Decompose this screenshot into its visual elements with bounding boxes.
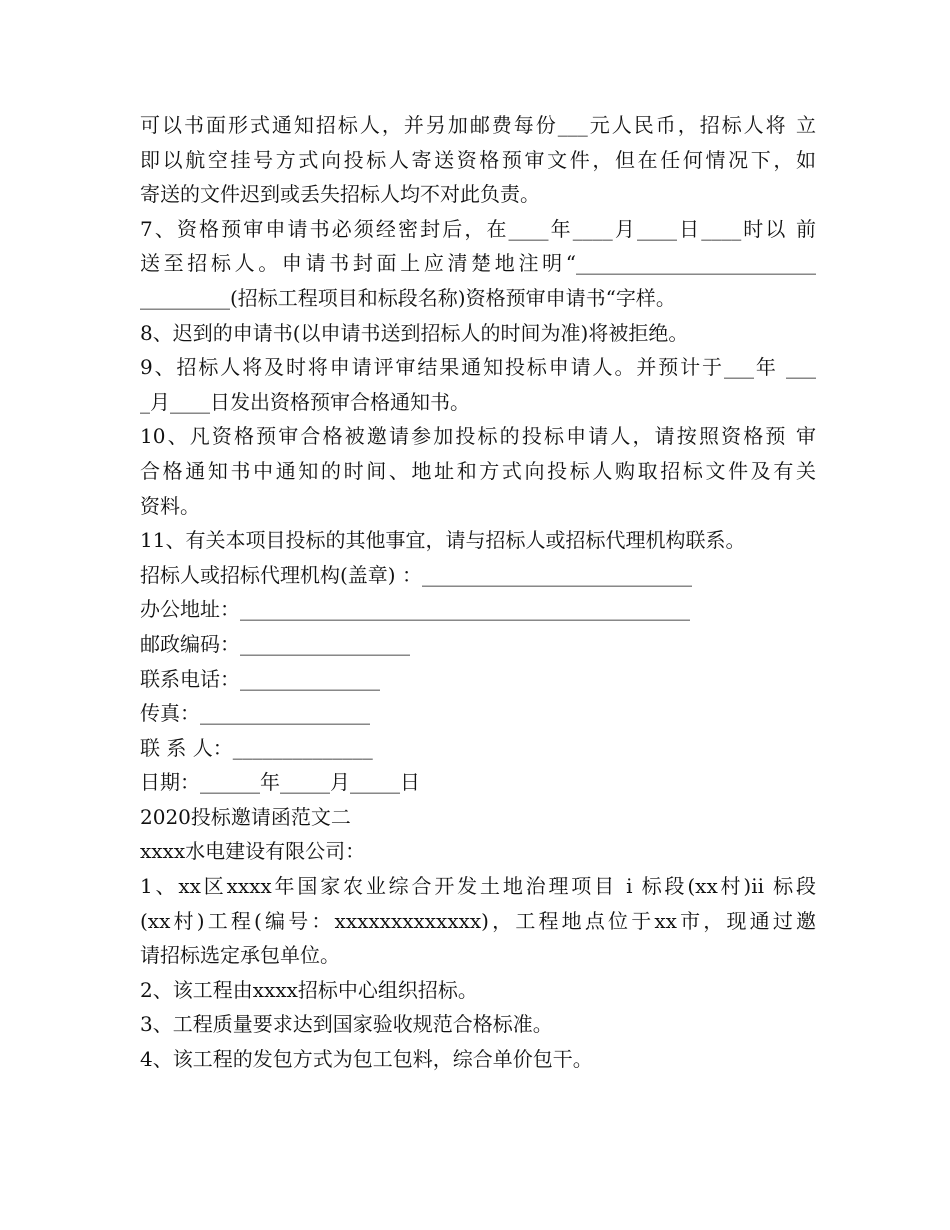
document-body <box>140 108 816 1077</box>
field-phone: 联系电话：______________ <box>140 666 380 691</box>
text-line-13: 11、有关本项目投标的其他事宜，请与招标人或招标代理机构联系。 <box>140 528 746 553</box>
addressee: xxxx水电建设有限公司： <box>140 839 366 864</box>
text-line-9: _月____日发出资格预审合格通知书。 <box>140 389 470 414</box>
field-agency-seal: 招标人或招标代理机构(盖章) ：___________________________ <box>140 562 692 587</box>
text-line-7: 8、迟到的申请书(以申请书送到招标人的时间为准)将被拒绝。 <box>140 320 689 345</box>
text-line-8: 9、招标人将及时将申请评审结果通知投标申请人。并预计于___年 ___ <box>140 355 816 380</box>
text-line-1: 可以书面形式通知招标人，并另加邮费每份___元人民币，招标人将 立 <box>140 113 816 137</box>
field-fax: 传真：_________________ <box>140 701 370 726</box>
text-line-26: 2、该工程由xxxx招标中心组织招标。 <box>140 977 478 1002</box>
section-heading: 2020投标邀请函范文二 <box>140 804 351 829</box>
text-line-10: 10、凡资格预审合格被邀请参加投标的投标申请人，请按照资格预 审 <box>140 424 816 449</box>
text-line-6: _________(招标工程项目和标段名称)资格预审申请书“字样。 <box>140 285 676 310</box>
text-line-5: 送至招标人。申请书封面上应清楚地注明“________________________ <box>140 251 816 276</box>
field-date: 日期：______年_____月_____日 <box>140 770 420 795</box>
text-line-28: 4、该工程的发包方式为包工包料，综合单价包干。 <box>140 1047 593 1072</box>
text-line-11: 合格通知书中通知的时间、地址和方式向投标人购取招标文件及有关 <box>140 458 816 483</box>
text-line-25: 请招标选定承包单位。 <box>140 943 340 968</box>
field-office-address: 办公地址：_____________________________________________ <box>140 597 690 622</box>
text-line-3: 寄送的文件迟到或丢失招标人均不对此负责。 <box>140 182 540 207</box>
text-line-2: 即以航空挂号方式向投标人寄送资格预审文件，但在任何情况下，如 <box>140 147 816 172</box>
field-postal-code: 邮政编码：_________________ <box>140 631 410 656</box>
text-line-4: 7、资格预审申请书必须经密封后，在____年____月____日____时以 前 <box>140 216 816 241</box>
field-contact-person: 联 系 人：______________ <box>140 735 373 760</box>
text-line-23: 1、xx区xxxx年国家农业综合开发土地治理项目 i 标段(xx村)ii 标段 <box>140 874 816 899</box>
text-line-27: 3、工程质量要求达到国家验收规范合格标准。 <box>140 1012 553 1037</box>
text-line-24: (xx村)工程(编号：xxxxxxxxxxxxx)，工程地点位于xx市，现通过邀 <box>140 908 816 933</box>
text-line-12: 资料。 <box>140 493 200 518</box>
